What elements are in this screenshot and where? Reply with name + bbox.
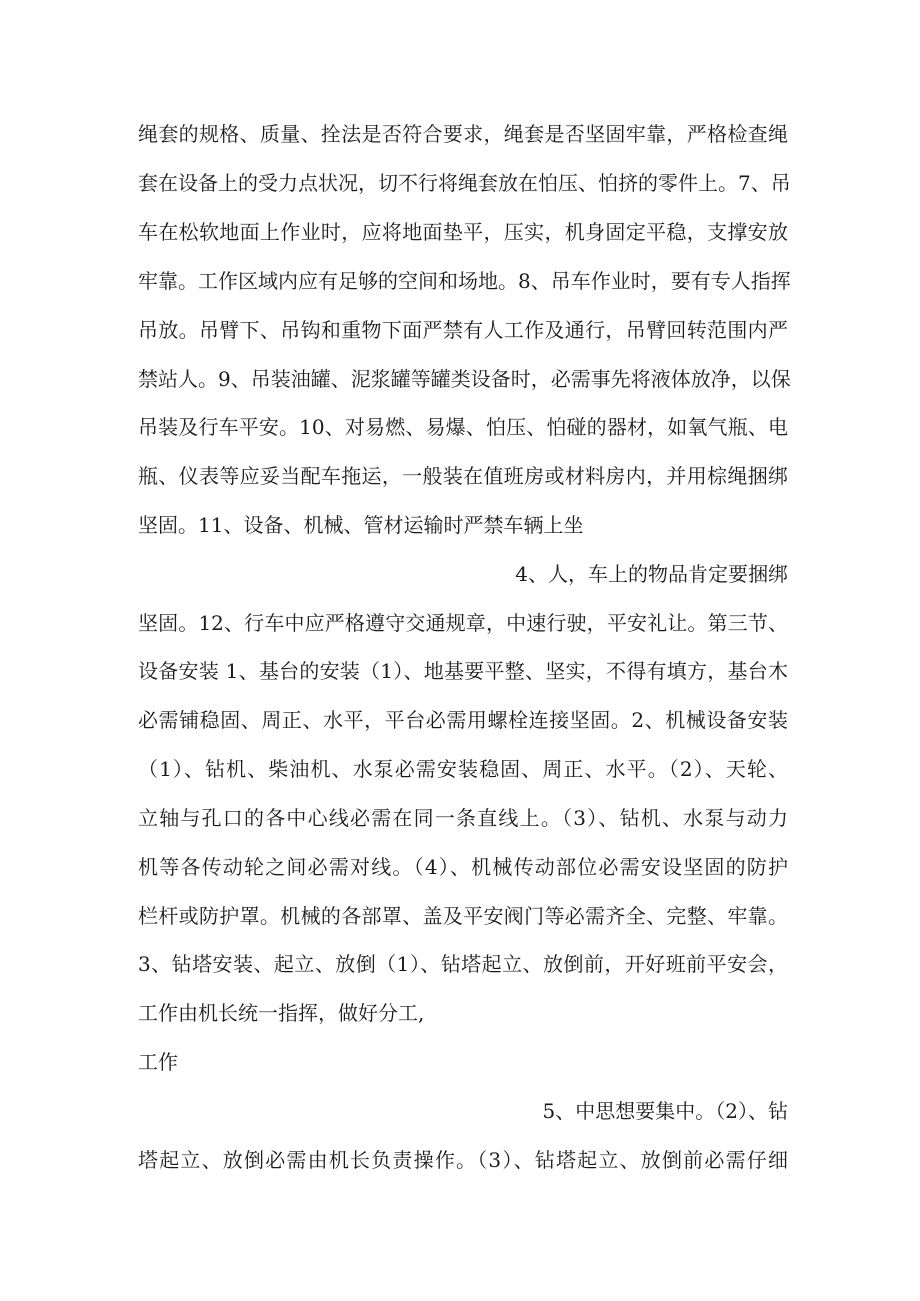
text-line: 工作 [138,1050,178,1074]
text-line: 设备安装 1、基台的安装（1）、地基要平整、坚实，不得有填方，基台木 [138,659,788,683]
text-line: 栏杆或防护罩。机械的各部罩、盖及平安阀门等必需齐全、完整、牢靠。 [138,904,788,928]
text-line: 坚固。12、行车中应严格遵守交通规章，中速行驶，平安礼让。第三节、 [138,611,788,635]
text-line: 机等各传动轮之间必需对线。（4）、机械传动部位必需安设坚固的防护 [138,855,788,879]
text-line: 吊装及行车平安。10、对易燃、易爆、怕压、怕碰的器材，如氧气瓶、电 [138,415,788,439]
text-line: 吊放。吊臂下、吊钩和重物下面严禁有人工作及通行，吊臂回转范围内严 [138,318,788,342]
text-line: 禁站人。9、吊装油罐、泥浆罐等罐类设备时，必需事先将液体放净，以保 [138,367,791,391]
text-line: 瓶、仪表等应妥当配车拖运，一般装在值班房或材料房内，并用棕绳捆绑 [138,464,788,488]
text-line: 4、人，车上的物品肯定要捆绑 [515,562,788,586]
text-line: 套在设备上的受力点状况，切不行将绳套放在怕压、怕挤的零件上。7、吊 [138,171,791,195]
text-line: （1）、钻机、柴油机、水泵必需安装稳固、周正、水平。（2）、天轮、 [138,757,788,781]
text-line: 绳套的规格、质量、拴法是否符合要求，绳套是否坚固牢靠，严格检查绳 [138,122,788,146]
text-line: 立轴与孔口的各中心线必需在同一条直线上。（3）、钻机、水泵与动力 [138,806,788,830]
text-line: 坚固。11、设备、机械、管材运输时严禁车辆上坐 [138,513,584,537]
text-line: 牢靠。工作区域内应有足够的空间和场地。8、吊车作业时，要有专人指挥 [138,269,791,293]
text-line: 5、中思想要集中。（2）、钻 [542,1099,788,1123]
text-line: 车在松软地面上作业时，应将地面垫平，压实，机身固定平稳，支撑安放 [138,220,788,244]
text-line: 3、钻塔安装、起立、放倒（1）、钻塔起立、放倒前，开好班前平安会， [138,952,788,976]
text-line: 工作由机长统一指挥，做好分工, [138,1001,425,1025]
text-line: 必需铺稳固、周正、水平，平台必需用螺栓连接坚固。2、机械设备安装 [138,708,788,732]
text-line: 塔起立、放倒必需由机长负责操作。（3）、钻塔起立、放倒前必需仔细 [138,1148,788,1172]
